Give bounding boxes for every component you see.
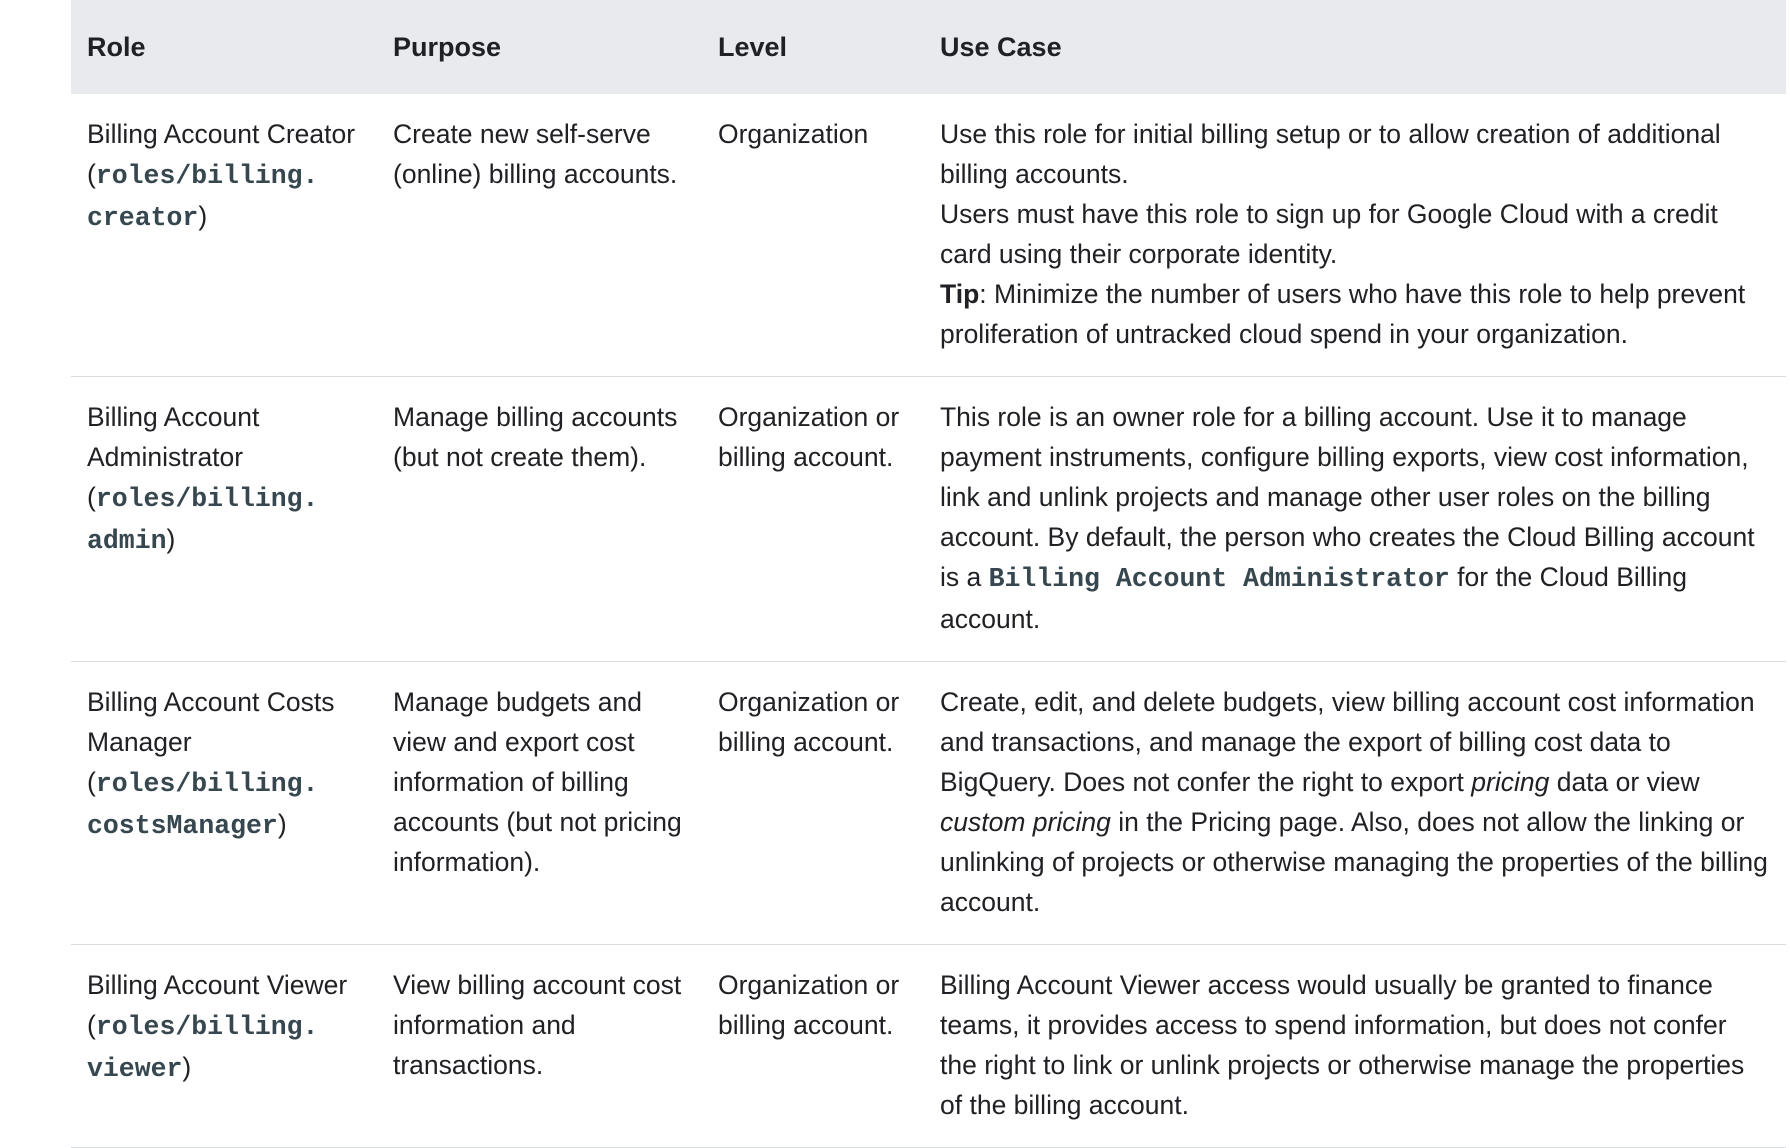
emphasis-pricing: pricing: [1471, 767, 1550, 797]
use-case-text: for the Cloud Billing account.: [940, 562, 1687, 634]
role-id-suffix: costsManager: [87, 811, 278, 841]
use-case-cell: Billing Account Viewer access would usually be granted to finance teams, it provides access to spend information, but does not confer the right to link or unlink projects or otherwise manage the properties of the billing account.: [924, 945, 1786, 1148]
role-name: Billing Account Creator: [87, 119, 356, 149]
role-cell: [71, 377, 377, 662]
purpose-cell: Manage billing accounts (but not create them).: [377, 377, 702, 662]
role-close-paren: ): [277, 809, 287, 839]
emphasis-custom-pricing: custom pricing: [940, 807, 1111, 837]
use-case-cell: [924, 94, 1786, 377]
use-case-cell: [924, 377, 1786, 662]
purpose-cell: View billing account cost information and transactions.: [377, 945, 702, 1148]
table-row: [71, 662, 1786, 945]
role-cell: [71, 662, 377, 945]
use-case-text: This role is an owner role for a billing account. Use it to manage payment instruments, configure billing exports, view cost information, link and unlink projects and manage other user roles on the billing account. By default, the person who creates the Cloud Billing account is a: [940, 402, 1755, 592]
purpose-cell: Create new self-serve (online) billing accounts.: [377, 94, 702, 377]
header-level: Level: [702, 0, 924, 94]
use-case-text: Create, edit, and delete budgets, view billing account cost information and transactions, and manage the export of billing cost data to BigQuery. Does not confer the right to export: [940, 687, 1755, 797]
role-id: roles/billing.: [95, 484, 319, 514]
level-cell: Organization or billing account.: [702, 377, 924, 662]
level-cell: Organization or billing account.: [702, 662, 924, 945]
level-cell: Organization: [702, 94, 924, 377]
table-body: [71, 94, 1786, 1148]
purpose-cell: Manage budgets and view and export cost information of billing accounts (but not pricing information).: [377, 662, 702, 945]
role-open-paren: (: [87, 767, 96, 797]
role-cell: [71, 945, 377, 1148]
header-row: [71, 0, 1786, 94]
role-id-suffix: viewer: [87, 1054, 183, 1084]
use-case-cell: [924, 662, 1786, 945]
inline-code: Billing Account Administrator: [988, 564, 1450, 594]
role-id: roles/billing.: [95, 1012, 319, 1042]
header-purpose: Purpose: [377, 0, 702, 94]
table-row: [71, 945, 1786, 1148]
role-open-paren: (: [87, 159, 96, 189]
level-cell: Organization or billing account.: [702, 945, 924, 1148]
table-row: [71, 94, 1786, 377]
use-case-text: Use this role for initial billing setup or to allow creation of additional billing accounts.: [940, 119, 1721, 189]
header-role: Role: [71, 0, 377, 94]
role-name: Billing Account Viewer: [87, 970, 348, 1000]
use-case-text: data or view: [1549, 767, 1700, 797]
role-cell: [71, 94, 377, 377]
table-header: [71, 0, 1786, 94]
use-case-text: in the Pricing page. Also, does not allow the linking or unlinking of projects or otherwise managing the properties of the billing account.: [940, 807, 1768, 917]
use-case-text: Users must have this role to sign up for Google Cloud with a credit card using their corporate identity.: [940, 199, 1718, 269]
role-open-paren: (: [87, 482, 96, 512]
role-id-suffix: creator: [87, 203, 199, 233]
tip-label: Tip: [940, 279, 980, 309]
table-row: [71, 377, 1786, 662]
role-id: roles/billing.: [95, 161, 319, 191]
role-close-paren: ): [198, 201, 208, 231]
tip-text: : Minimize the number of users who have this role to help prevent proliferation of untracked cloud spend in your organization.: [940, 279, 1746, 349]
role-close-paren: ): [166, 524, 176, 554]
tip-paragraph: [940, 274, 1770, 354]
role-id-suffix: admin: [87, 526, 167, 556]
role-open-paren: (: [87, 1010, 96, 1040]
role-id: roles/billing.: [95, 769, 319, 799]
role-name: Billing Account Administrator: [87, 402, 260, 472]
role-close-paren: ): [182, 1052, 192, 1082]
billing-roles-table: [71, 0, 1786, 1148]
header-use-case: Use Case: [924, 0, 1786, 94]
role-name: Billing Account Costs Manager: [87, 687, 335, 757]
